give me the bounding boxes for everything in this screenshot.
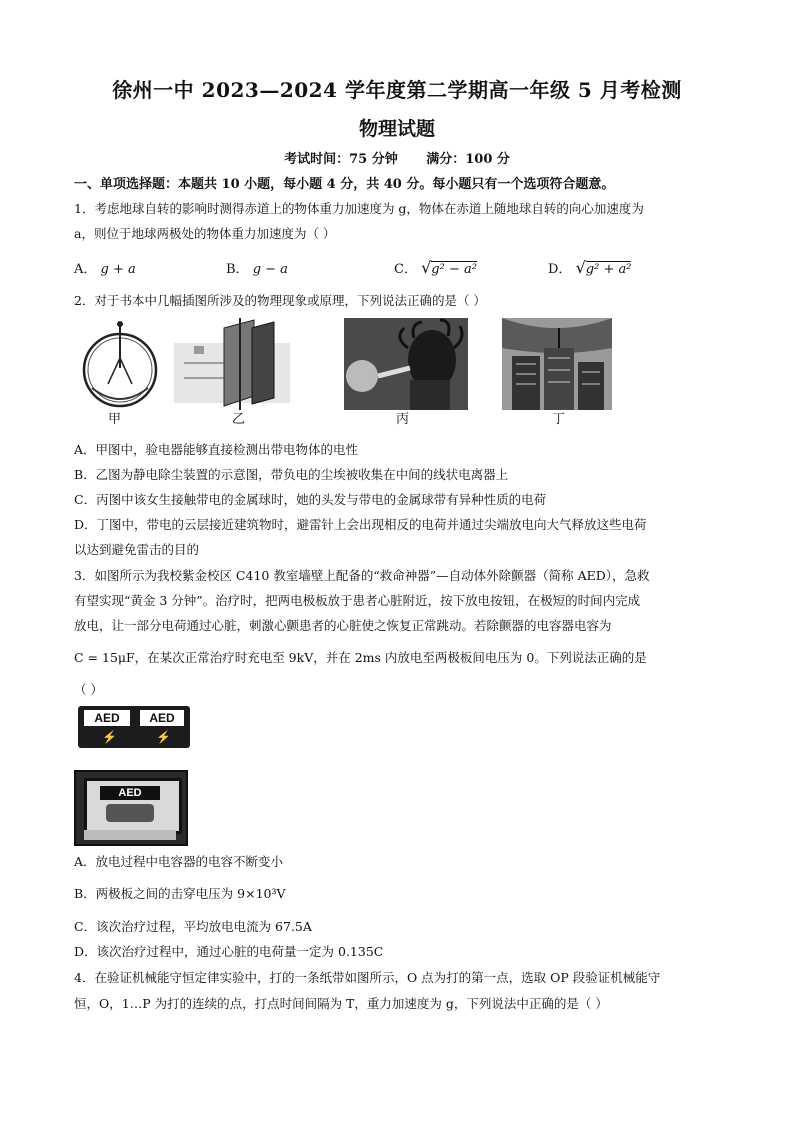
figure-label-bing: 丙 — [396, 412, 410, 427]
option-label: A． — [74, 262, 97, 277]
q2-option-d-line2: 以达到避免雷击的目的 — [74, 542, 200, 557]
building-figure — [502, 318, 612, 410]
exam-info — [0, 148, 794, 167]
option-text: g − a — [252, 262, 288, 277]
q1-line2: a，则位于地球两极处的物体重力加速度为（ ） — [74, 226, 336, 241]
option-text: g² + a² — [585, 262, 632, 277]
option-label: C． — [394, 262, 417, 277]
aed-sign-photo — [78, 706, 190, 748]
figure-label-ding: 丁 — [552, 412, 566, 427]
q2-stem: 2．对于书本中几幅插图所涉及的物理现象或原理，下列说法正确的是（ ） — [74, 293, 486, 308]
electroscope-figure — [78, 318, 164, 410]
q1-option-d — [548, 258, 631, 277]
q1-line1: 1．考虑地球自转的影响时测得赤道上的物体重力加速度为 g，物体在赤道上随地球自转的向心加速度为 — [74, 201, 644, 216]
q2-option-c: C．丙图中该女生接触带电的金属球时，她的头发与带电的金属球带有异种性质的电荷 — [74, 492, 547, 507]
sqrt-sign: √ — [575, 258, 586, 277]
q3-line4: C = 15μF，在某次正常治疗时充电至 9kV，并在 2ms 内放电至两极板间电压为 0。下列说法正确的是 — [74, 650, 647, 665]
aed-sign-label-right: AED — [140, 710, 184, 726]
aed-cabinet-photo — [74, 770, 188, 846]
q4-line1: 4．在验证机械能守恒定律实验中，打的一条纸带如图所示，O 点为打的第一点，选取 OP 段验证机械能守 — [74, 970, 661, 985]
lightning-icon: ⚡ — [156, 730, 171, 744]
aed-cabinet-base — [84, 830, 176, 840]
girl-hair-figure — [344, 318, 468, 410]
q3-option-d: D．该次治疗过程中，通过心脏的电荷量一定为 0.135C — [74, 944, 384, 959]
q3-line2: 有望实现“黄金 3 分钟”。治疗时，把两电极板放于患者心脏附近，按下放电按钮，在极短的时间内完成 — [74, 593, 641, 608]
q2-option-a: A．甲图中，验电器能够直接检测出带电物体的电性 — [74, 442, 359, 457]
q3-line3: 放电，让一部分电荷通过心脏，刺激心颤患者的心脏使之恢复正常跳动。若除颤器的电容器电容为 — [74, 618, 612, 633]
q2-option-d-line1: D．丁图中，带电的云层接近建筑物时，避雷针上会出现相反的电荷并通过尖端放电向大气释放这些电荷 — [74, 517, 647, 532]
aed-cabinet-label: AED — [100, 786, 160, 800]
q1-option-b — [226, 258, 288, 277]
precipitator-figure — [174, 318, 290, 410]
q3-line1: 3．如图所示为我校紫金校区 C410 教室墙壁上配备的“救命神器”—自动体外除颤器（简称 AED），急救 — [74, 568, 650, 583]
sqrt-sign: √ — [421, 258, 432, 277]
q1-option-a — [74, 258, 136, 277]
q3-line5: （ ） — [74, 682, 103, 697]
option-label: D． — [548, 262, 572, 277]
q2-figures — [74, 318, 634, 428]
aed-sign-label-left: AED — [84, 710, 130, 726]
figure-label-yi: 乙 — [232, 412, 246, 427]
exam-score: 满分：100 分 — [426, 152, 510, 167]
exam-title: 徐州一中 2023—2024 学年度第二学期高一年级 5 月考检测 — [112, 78, 682, 102]
figure-label-jia: 甲 — [108, 412, 122, 427]
lightning-icon: ⚡ — [102, 730, 117, 744]
q4-line2: 恒，O，1…P 为打的连续的点，打点时间间隔为 T，重力加速度为 g，下列说法中正确的是（ ） — [74, 996, 608, 1011]
section-heading: 一、单项选择题：本题共 10 小题，每小题 4 分，共 40 分。每小题只有一个选项符合题意。 — [74, 177, 615, 192]
q1-option-c — [394, 258, 477, 277]
q3-option-c: C．该次治疗过程，平均放电电流为 67.5A — [74, 919, 312, 934]
q3-option-a: A．放电过程中电容器的电容不断变小 — [74, 854, 284, 869]
exam-time: 考试时间：75 分钟 — [284, 152, 398, 167]
q2-option-b: B．乙图为静电除尘装置的示意图，带负电的尘埃被收集在中间的线状电离器上 — [74, 467, 509, 482]
option-text: g + a — [100, 262, 136, 277]
exam-subtitle: 物理试题 — [358, 118, 435, 140]
aed-device — [106, 804, 154, 822]
option-label: B． — [226, 262, 249, 277]
option-text: g² − a² — [431, 262, 477, 277]
q3-option-b: B．两极板之间的击穿电压为 9×10³V — [74, 886, 286, 901]
